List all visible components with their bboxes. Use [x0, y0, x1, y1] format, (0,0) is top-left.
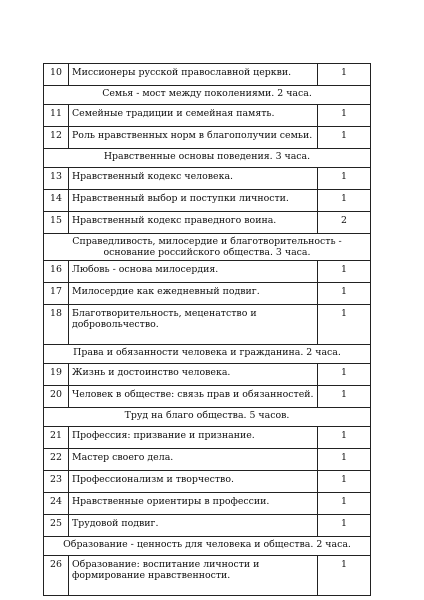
- table-row: [44, 283, 371, 305]
- section-heading-row: [44, 408, 371, 427]
- table-row: [44, 261, 371, 283]
- lesson-title: Профессионализм и творчество.: [69, 471, 318, 493]
- lesson-title: Благотворительность, меценатство и добровольчество.: [69, 305, 318, 345]
- lesson-number: 19: [44, 364, 69, 386]
- lesson-title: Нравственный выбор и поступки личности.: [69, 190, 318, 212]
- lesson-number: 15: [44, 212, 69, 234]
- section-heading: Справедливость, милосердие и благотворительность - основание российского общества. 3 часа.: [44, 234, 371, 261]
- lesson-hours: 1: [318, 105, 371, 127]
- lesson-number: 22: [44, 449, 69, 471]
- table-row: [44, 305, 371, 345]
- lesson-number: 20: [44, 386, 69, 408]
- lesson-hours: 1: [318, 427, 371, 449]
- lesson-hours: 1: [318, 283, 371, 305]
- lesson-hours: 1: [318, 515, 371, 537]
- lesson-number: 12: [44, 127, 69, 149]
- section-heading-row: [44, 234, 371, 261]
- lesson-hours: 1: [318, 168, 371, 190]
- lesson-hours: 1: [318, 364, 371, 386]
- lesson-number: 11: [44, 105, 69, 127]
- lesson-number: 14: [44, 190, 69, 212]
- lesson-hours: 2: [318, 212, 371, 234]
- lesson-title: Милосердие как ежедневный подвиг.: [69, 283, 318, 305]
- lesson-number: 18: [44, 305, 69, 345]
- lesson-hours: 1: [318, 261, 371, 283]
- lesson-title: Образование: воспитание личности и формирование нравственности.: [69, 556, 318, 596]
- table-row: [44, 212, 371, 234]
- section-heading: Образование - ценность для человека и общества. 2 часа.: [44, 537, 371, 556]
- section-heading-row: [44, 149, 371, 168]
- lesson-number: 10: [44, 64, 69, 86]
- lesson-number: 17: [44, 283, 69, 305]
- table-row: [44, 427, 371, 449]
- table-body: [44, 64, 371, 596]
- lesson-hours: 1: [318, 190, 371, 212]
- lesson-hours: 1: [318, 493, 371, 515]
- lesson-hours: 1: [318, 386, 371, 408]
- lesson-number: 23: [44, 471, 69, 493]
- lesson-title: Роль нравственных норм в благополучии семьи.: [69, 127, 318, 149]
- table-row: [44, 190, 371, 212]
- lesson-number: 26: [44, 556, 69, 596]
- section-heading: Права и обязанности человека и гражданина. 2 часа.: [44, 345, 371, 364]
- lesson-title: Любовь - основа милосердия.: [69, 261, 318, 283]
- lesson-hours: 1: [318, 449, 371, 471]
- lesson-number: 13: [44, 168, 69, 190]
- table-row: [44, 493, 371, 515]
- table-row: [44, 515, 371, 537]
- lesson-hours: 1: [318, 556, 371, 596]
- lesson-title: Жизнь и достоинство человека.: [69, 364, 318, 386]
- section-heading-row: [44, 537, 371, 556]
- table-row: [44, 386, 371, 408]
- section-heading: Труд на благо общества. 5 часов.: [44, 408, 371, 427]
- section-heading: Семья - мост между поколениями. 2 часа.: [44, 86, 371, 105]
- curriculum-table: [43, 63, 371, 596]
- lesson-title: Нравственные ориентиры в профессии.: [69, 493, 318, 515]
- lesson-hours: 1: [318, 471, 371, 493]
- section-heading-row: [44, 345, 371, 364]
- lesson-number: 24: [44, 493, 69, 515]
- lesson-title: Человек в обществе: связь прав и обязанностей.: [69, 386, 318, 408]
- lesson-number: 21: [44, 427, 69, 449]
- table-row: [44, 168, 371, 190]
- lesson-number: 16: [44, 261, 69, 283]
- section-heading-row: [44, 86, 371, 105]
- lesson-title: Миссионеры русской православной церкви.: [69, 64, 318, 86]
- table-row: [44, 364, 371, 386]
- table-row: [44, 64, 371, 86]
- table-row: [44, 471, 371, 493]
- lesson-number: 25: [44, 515, 69, 537]
- lesson-title: Профессия: призвание и признание.: [69, 427, 318, 449]
- section-heading: Нравственные основы поведения. 3 часа.: [44, 149, 371, 168]
- lesson-title: Нравственный кодекс праведного воина.: [69, 212, 318, 234]
- table-row: [44, 556, 371, 596]
- lesson-title: Нравственный кодекс человека.: [69, 168, 318, 190]
- lesson-title: Семейные традиции и семейная память.: [69, 105, 318, 127]
- lesson-hours: 1: [318, 64, 371, 86]
- lesson-hours: 1: [318, 127, 371, 149]
- table-row: [44, 127, 371, 149]
- table-row: [44, 449, 371, 471]
- lesson-title: Трудовой подвиг.: [69, 515, 318, 537]
- table-row: [44, 105, 371, 127]
- lesson-title: Мастер своего дела.: [69, 449, 318, 471]
- lesson-hours: 1: [318, 305, 371, 345]
